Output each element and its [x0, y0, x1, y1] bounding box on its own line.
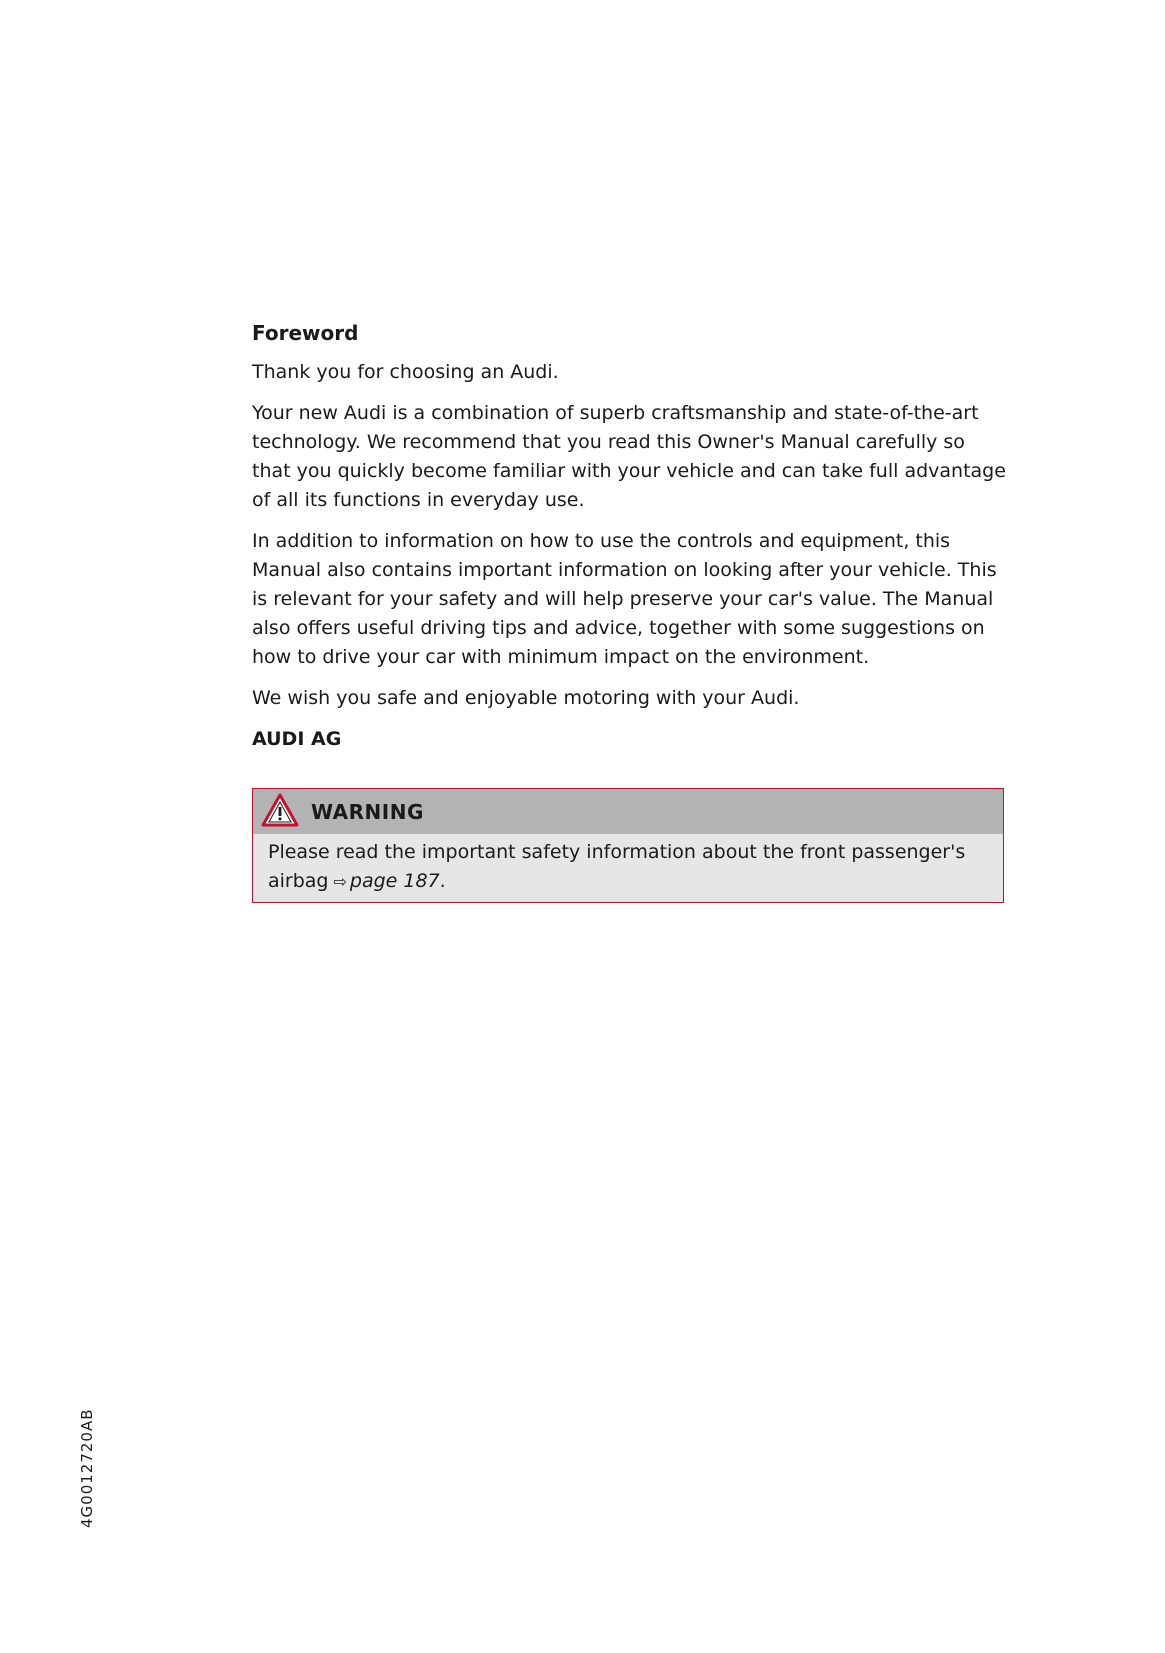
paragraph-info: In addition to information on how to use the controls and equipment, this Manual also contains important information on looking after your vehicle. This is relevant for your safety and will help preserve your car's value. The Manual also offers useful driving tips and advice, together with some suggestions on how to drive your car with minimum impact on the environment. — [252, 530, 997, 668]
warning-box — [252, 788, 1004, 903]
warning-header — [253, 789, 1003, 834]
warning-title: WARNING — [311, 799, 424, 824]
warning-end-punct: . — [439, 870, 446, 892]
paragraph-intro: Your new Audi is a combination of superb craftsmanship and state-of-the-art technology. We recommend that you read this Owner's Manual carefully so that you quickly become familiar with your vehicle and can take full advantage of all its functions in everyday use. — [252, 402, 1006, 511]
warning-text — [253, 834, 1003, 902]
page-title: Foreword — [252, 321, 359, 345]
warning-triangle-icon — [261, 793, 299, 831]
signature: AUDI AG — [252, 728, 342, 750]
arrow-right-icon: ⇨ — [333, 872, 347, 891]
document-code: 4G0012720AB — [78, 1408, 96, 1528]
page-reference-link[interactable]: page 187 — [349, 870, 440, 892]
warning-message: Please read the important safety information about the front passenger's airbag — [268, 841, 966, 892]
foreword-section — [252, 318, 1009, 903]
paragraph-wish: We wish you safe and enjoyable motoring with your Audi. — [252, 687, 800, 709]
paragraph-thanks: Thank you for choosing an Audi. — [252, 361, 559, 383]
